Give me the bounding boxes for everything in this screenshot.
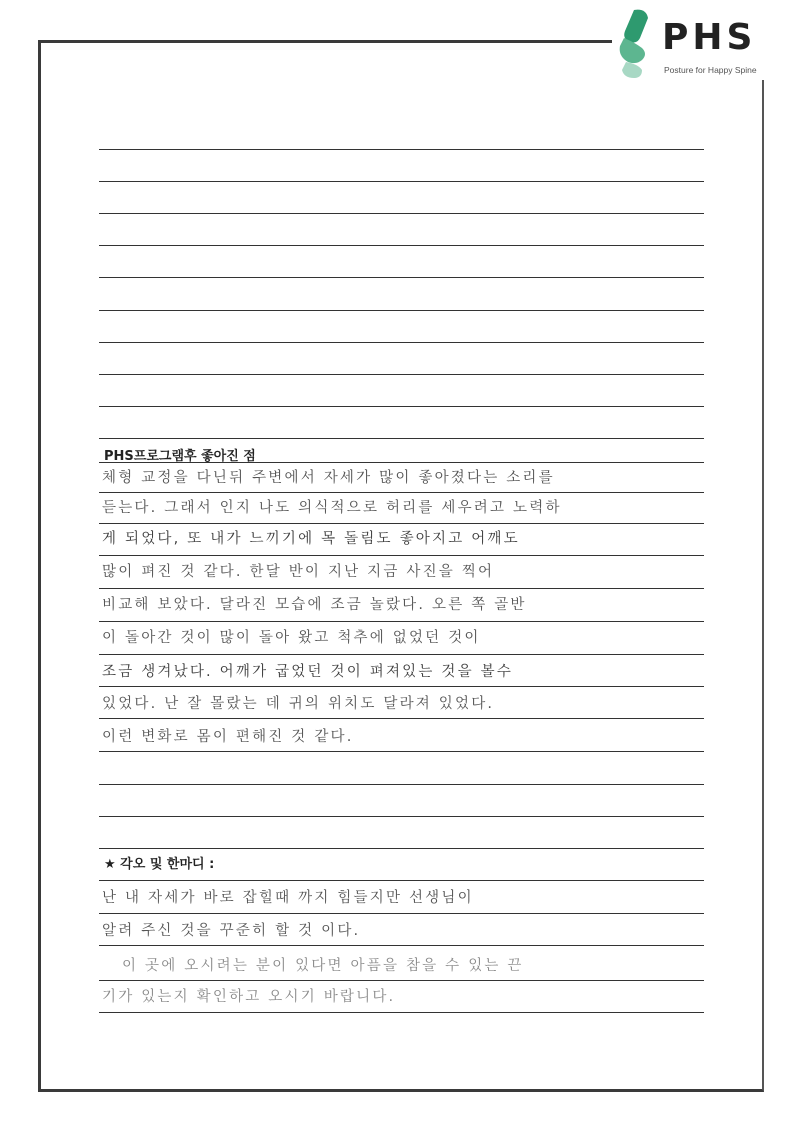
ruled-line [99, 406, 704, 407]
ruled-line [99, 438, 704, 439]
handwritten-line: 있었다. 난 잘 몰랐는 데 귀의 위치도 달라져 있었다. [102, 696, 495, 712]
handwritten-line: 기가 있는지 확인하고 오시기 바랍니다. [102, 989, 396, 1005]
ruled-line [99, 913, 704, 914]
improvements-heading: PHS프로그램후 좋아진 점 [104, 449, 256, 464]
logo-wordmark: PHS [662, 17, 757, 58]
ruled-line [99, 374, 704, 375]
ruled-line [99, 492, 704, 493]
ruled-line [99, 621, 704, 622]
ruled-line [99, 880, 704, 881]
ruled-line [99, 588, 704, 589]
ruled-line [99, 980, 704, 981]
ruled-line [99, 751, 704, 752]
ruled-line [99, 945, 704, 946]
ruled-line [99, 654, 704, 655]
handwritten-line: 많이 펴진 것 같다. 한달 반이 지난 지금 사진을 찍어 [102, 564, 495, 580]
logo-tagline: Posture for Happy Spine [664, 65, 757, 75]
ruled-line [99, 718, 704, 719]
ruled-line [99, 310, 704, 311]
ruled-line [99, 245, 704, 246]
handwritten-line: 이런 변화로 몸이 편해진 것 같다. [102, 729, 354, 745]
handwritten-line: 알려 주신 것을 꾸준히 할 것 이다. [102, 923, 361, 939]
handwritten-line: 듣는다. 그래서 인지 나도 의식적으로 허리를 세우려고 노력하 [102, 500, 562, 516]
ruled-line [99, 1012, 704, 1013]
handwritten-line: 조금 생겨났다. 어깨가 굽었던 것이 펴져있는 것을 볼수 [102, 664, 514, 680]
ruled-line [99, 342, 704, 343]
ruled-line [99, 149, 704, 150]
ruled-line [99, 181, 704, 182]
handwritten-line: 체형 교정을 다닌뒤 주변에서 자세가 많이 좋아졌다는 소리를 [102, 470, 555, 486]
handwritten-line: 이 곳에 오시려는 분이 있다면 아픔을 참을 수 있는 끈 [122, 958, 524, 974]
ruled-line [99, 277, 704, 278]
resolution-heading: ★ 각오 및 한마디 : [104, 857, 215, 872]
ruled-line [99, 213, 704, 214]
spine-logo-icon [612, 8, 662, 80]
ruled-line [99, 784, 704, 785]
handwritten-line: 비교해 보았다. 달라진 모습에 조금 놀랐다. 오른 쪽 골반 [102, 597, 527, 613]
handwritten-line: 난 내 자세가 바로 잡힐때 까지 힘들지만 선생님이 [102, 890, 474, 906]
ruled-line [99, 848, 704, 849]
ruled-line [99, 523, 704, 524]
ruled-line [99, 686, 704, 687]
handwritten-line: 이 돌아간 것이 많이 돌아 왔고 척추에 없었던 것이 [102, 630, 481, 646]
phs-logo [612, 8, 787, 80]
ruled-line [99, 816, 704, 817]
ruled-line [99, 555, 704, 556]
handwritten-line: 게 되었다, 또 내가 느끼기에 목 돌림도 좋아지고 어깨도 [102, 531, 520, 547]
ruled-line [99, 462, 704, 463]
